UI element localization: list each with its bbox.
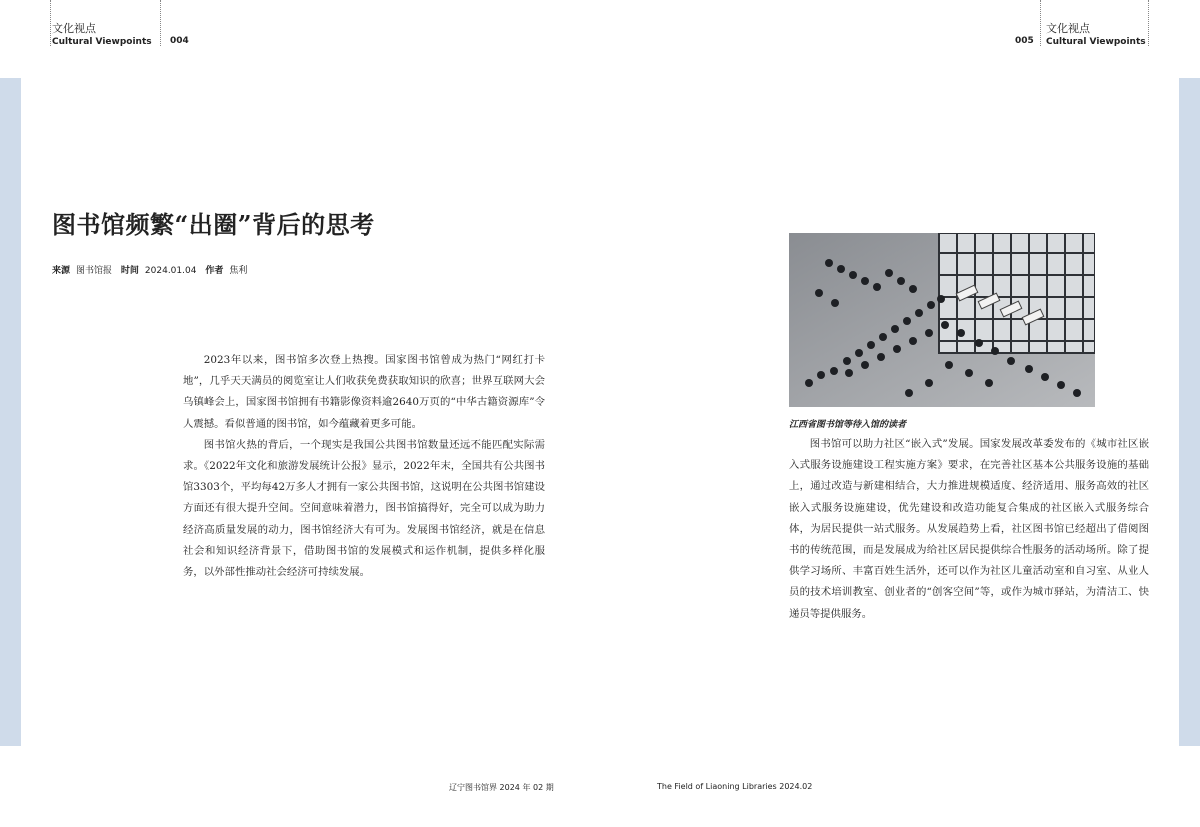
source-value: 图书馆报 <box>76 266 113 276</box>
header-divider <box>1040 0 1041 46</box>
library-photo-illustration <box>789 233 1095 407</box>
side-band-left <box>0 78 21 746</box>
photo-caption: 江西省图书馆等待入馆的读者 <box>789 420 907 430</box>
page-number-right: 005 <box>1015 36 1034 46</box>
author-label: 作者 <box>205 266 224 276</box>
right-column <box>789 434 1149 625</box>
side-band-right <box>1179 78 1200 746</box>
footer-journal-en: The Field of Liaoning Libraries 2024.02 <box>657 782 813 791</box>
left-column <box>183 350 545 583</box>
body-paragraph: 2023年以来，图书馆多次登上热搜。国家图书馆曾成为热门“网红打卡地”，几乎天天满员的阅览室让人们收获免费获取知识的欣喜；世界互联网大会乌镇峰会上，国家图书馆拥有书籍影像资料逾2640万页的“中华古籍资源库”令人震撼。看似普通的图书馆，如今蕴藏着更多可能。 <box>183 354 545 430</box>
time-label: 时间 <box>120 266 139 276</box>
section-title-en: Cultural Viewpoints <box>52 37 152 47</box>
time-value: 2024.01.04 <box>144 266 197 276</box>
header-divider <box>50 0 51 46</box>
running-header-left <box>52 0 152 46</box>
header-divider <box>160 0 161 46</box>
section-title-cn: 文化视点 <box>1046 22 1090 35</box>
library-photo <box>789 233 1095 407</box>
page-number-left: 004 <box>170 36 189 46</box>
body-paragraph: 图书馆火热的背后，一个现实是我国公共图书馆数量还远不能匹配实际需求。《2022年文化和旅游发展统计公报》显示，2022年末，全国共有公共图书馆3303个，平均每42万多人才拥有一家公共图书馆，这说明在公共图书馆建设方面还有很大提升空间。空间意味着潜力，图书馆搞得好，完全可以成为助力经济高质量发展的动力，图书馆经济大有可为。发展图书馆经济，就是在信息社会和知识经济背景下，借助图书馆的发展模式和运作机制，提供多样化服务，以外部性推动社会经济可持续发展。 <box>183 438 545 579</box>
body-paragraph: 图书馆可以助力社区“嵌入式”发展。国家发展改革委发布的《城市社区嵌入式服务设施建设工程实施方案》要求，在完善社区基本公共服务设施的基础上，通过改造与新建相结合，大力推进规模适度、经济适用、服务高效的社区嵌入式服务设施建设，优先建设和改造功能复合集成的社区嵌入式服务综合体，为居民提供一站式服务。从发展趋势上看，社区图书馆已经超出了借阅图书的传统范围，而是发展成为给社区居民提供综合性服务的活动场所。除了提供学习场所、丰富百姓生活外，还可以作为社区儿童活动室和自习室、从业人员的技术培训教室、创业者的“创客空间”等，或作为城市驿站，为清洁工、快递员等提供服务。 <box>789 438 1149 620</box>
section-title-en: Cultural Viewpoints <box>1046 37 1146 47</box>
article-meta <box>52 263 253 276</box>
section-title-cn: 文化视点 <box>52 22 96 35</box>
article-title: 图书馆频繁“出圈”背后的思考 <box>52 210 375 239</box>
source-label: 来源 <box>52 266 71 276</box>
author-value: 焦利 <box>229 266 248 276</box>
header-divider <box>1148 0 1149 46</box>
running-header-right <box>1046 0 1146 46</box>
footer-journal-cn: 辽宁图书馆界 2024 年 02 期 <box>449 783 554 792</box>
